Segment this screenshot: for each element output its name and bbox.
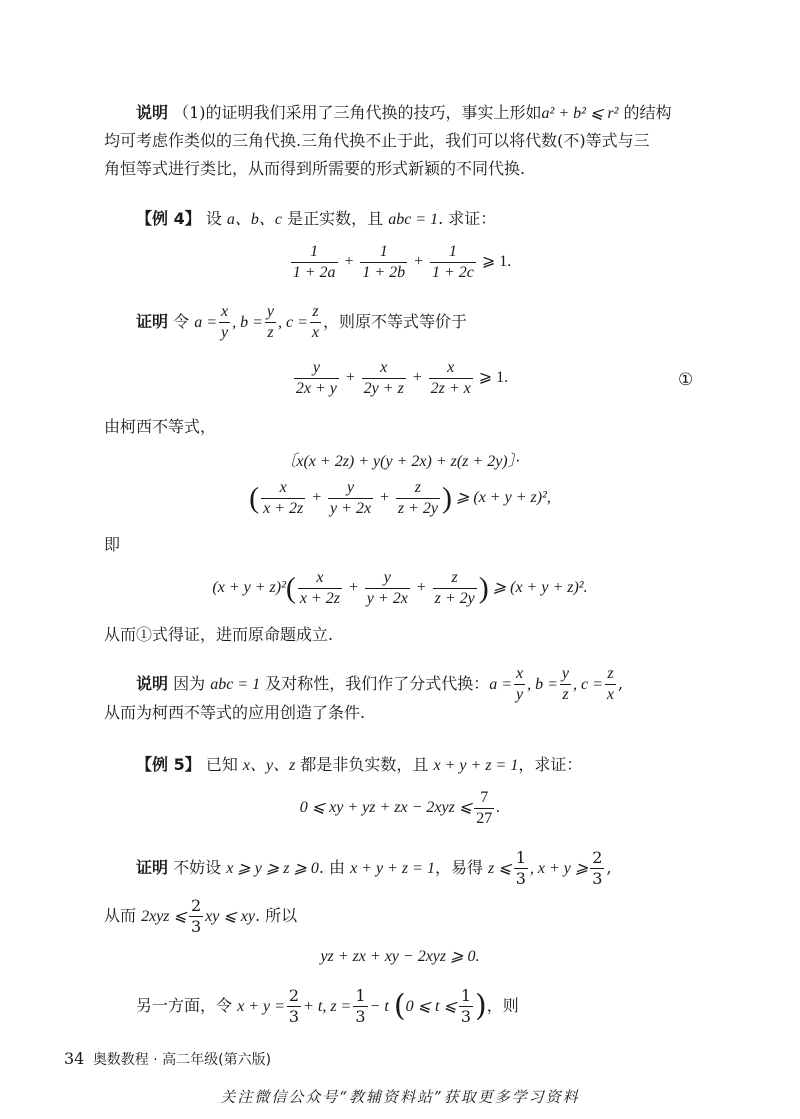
example4-text-c: . 求证： [438, 209, 497, 228]
fraction: $\frac{1}{1 + 2a}$ [292, 243, 336, 281]
proof4-conclusion: 从而①式得证，进而原命题成立. [104, 625, 334, 644]
example5-end: . [496, 799, 501, 817]
fraction: $\frac{z}{x}$ [311, 303, 320, 341]
example4-text-b: 是正实数，且 [282, 209, 389, 228]
book-title: 奥数教程 · 高二年级(第六版) [92, 1052, 272, 1068]
proof5-sum: x + y + z = 1 [350, 860, 435, 877]
fraction: $\frac{y}{z}$ [266, 303, 275, 341]
proof5-order: x ⩾ y ⩾ z ⩾ 0 [226, 860, 319, 877]
fraction: $\frac{x}{x + 2z}$ [299, 569, 340, 607]
proof5-text-b: . 由 [318, 858, 351, 877]
page-footer [64, 1049, 271, 1069]
proof5-text-a: 不妨设 [173, 858, 227, 877]
right-paren: ) [475, 988, 487, 1024]
right-paren: ) [441, 481, 452, 515]
proof5-line1 [104, 848, 696, 889]
proof4-label: 证明 [136, 312, 169, 331]
proof4-intro-b: ，则原不等式等价于 [323, 312, 468, 331]
left-paren: ( [249, 481, 260, 515]
proof5-l3-b: ，则 [486, 996, 519, 1015]
proof4-eq1: $\frac{y}{2x + y}$ + $\frac{x}{2y + z}$ + $\frac{x}{2z + x}$ ⩾ 1. [295, 359, 509, 397]
ji-lhs: (x + y + z)² [212, 579, 286, 597]
fraction: $\frac{x}{x + 2z}$ [263, 479, 304, 517]
example5-statement [104, 754, 696, 777]
fraction: $\frac{x}{2y + z}$ [363, 359, 404, 397]
fraction: $\frac{x}{y}$ [516, 665, 524, 703]
remark2-text-a: 因为 [173, 674, 211, 693]
remark1-text-1a: （1)的证明我们采用了三角代换的技巧，事实上形如 [173, 103, 542, 122]
remark2-line2: 从而为柯西不等式的应用创造了条件. [104, 703, 366, 722]
example5-vars: x、y、z [242, 757, 296, 774]
example4-label: 【例 4】 [136, 209, 201, 228]
cauchy-line1: 〔x(x + 2z) + y(y + 2x) + z(z + 2y)〕· [280, 453, 520, 470]
proof5-line2 [104, 896, 696, 937]
example5-lhs: 0 ⩽ xy + yz + zx − 2xyz ⩽ [299, 799, 473, 817]
ji-equation: (x + y + z)²( $\frac{x}{x + 2z}$ + $\frac{y}{y + 2x}$ + $\frac{z}{z + 2y}$ ) ⩾ (x + y + z)². [212, 569, 588, 607]
example4-rhs: ⩾ 1. [481, 253, 512, 271]
proof5-xy: , x + y ⩾ [529, 860, 589, 877]
remark1-label: 说明 [136, 103, 169, 122]
fraction: $\frac{1}{1 + 2b}$ [362, 243, 406, 281]
left-paren: ( [285, 571, 296, 605]
proof5-z: z ⩽ [488, 860, 512, 877]
example4-inequality: $\frac{1}{1 + 2a}$ + $\frac{1}{1 + 2b}$ + $\frac{1}{1 + 2c}$ ⩾ 1. [292, 243, 512, 281]
proof5-l3-t2: − t [369, 998, 389, 1015]
watermark-banner: 关注微信公众号“教辅资料站”获取更多学习资料 [220, 1088, 580, 1106]
example5-text-a: 已知 [205, 755, 243, 774]
example4-text-a: 设 [205, 209, 227, 228]
ji-rhs: ⩾ (x + y + z)². [492, 579, 588, 597]
eq1-rhs: ⩾ 1. [478, 369, 509, 387]
example5-text-c: ，求证： [518, 755, 583, 774]
proof4-intro-a: 令 [173, 312, 195, 331]
proof5-lower-bound: yz + zx + xy − 2xyz ⩾ 0. [320, 948, 480, 965]
left-paren: ( [393, 988, 406, 1024]
proof5-end: , [606, 858, 612, 877]
example5-inequality [104, 788, 696, 829]
proof4-intro [104, 302, 696, 343]
sub-a: a = [194, 314, 217, 331]
fraction: $\frac{7}{27}$ [476, 789, 493, 827]
fraction: $\frac{z}{z + 2y}$ [397, 479, 438, 517]
remark2-line1: 说明 因为 abc = 1 及对称性，我们作了分式代换：a = $\frac{x}{y}$ , b = $\frac{y}{z}$ , c = $\frac{z}{x}$ , [104, 664, 696, 705]
remark1-line3: 角恒等式进行类比，从而得到所需要的形式新颖的不同代换. [104, 159, 526, 178]
sub-b: , b = [527, 676, 558, 693]
example4-cond: abc = 1 [388, 211, 439, 228]
page-number: 34 [64, 1049, 85, 1068]
fraction: $\frac{z}{z + 2y}$ [434, 569, 475, 607]
right-paren: ) [478, 571, 489, 605]
sub-a: a = [489, 676, 512, 693]
cauchy-line2: ( $\frac{x}{x + 2z}$ + $\frac{y}{y + 2x}$ + $\frac{z}{z + 2y}$ ) ⩾ (x + y + z)², [249, 479, 551, 517]
fraction: $\frac{y}{y + 2x}$ [366, 569, 408, 607]
example4-statement [104, 208, 696, 231]
proof5-l2-b: . 所以 [254, 906, 298, 925]
proof5-l2-a: 从而 [104, 906, 142, 925]
proof5-l3-t: + t, z = [303, 998, 352, 1015]
fraction: $\frac{1}{3}$ [460, 986, 472, 1026]
cauchy-intro: 由柯西不等式， [104, 417, 217, 436]
fraction: $\frac{1}{3}$ [355, 986, 366, 1026]
fraction: $\frac{z}{x}$ [606, 665, 615, 703]
cauchy-rhs: ⩾ (x + y + z)², [455, 489, 551, 507]
fraction: $\frac{y}{y + 2x}$ [330, 479, 372, 517]
ji-label: 即 [104, 535, 121, 554]
proof5-l3-xy: x + y = [237, 998, 285, 1015]
fraction: $\frac{1}{1 + 2c}$ [431, 243, 474, 281]
fraction: $\frac{2}{3}$ [288, 986, 300, 1026]
proof5-l2-expr: 2xyz ⩽ [141, 908, 187, 925]
fraction: $\frac{2}{3}$ [592, 848, 603, 888]
remark1-line1 [104, 102, 696, 125]
remark2-text-b: 及对称性，我们作了分式代换： [260, 674, 490, 693]
remark2-cond: abc = 1 [210, 676, 261, 693]
fraction: $\frac{x}{y}$ [221, 303, 229, 341]
sub-c: , c = [573, 676, 603, 693]
proof5-l3-range: 0 ⩽ t ⩽ [405, 998, 457, 1015]
sub-b: , b = [232, 314, 263, 331]
remark1-line2: 均可考虑作类似的三角代换.三角代换不止于此，我们可以将代数(不)等式与三 [104, 131, 650, 150]
proof5-label: 证明 [136, 858, 169, 877]
fraction: $\frac{y}{2x + y}$ [295, 359, 337, 397]
proof5-l3-a: 另一方面，令 [136, 996, 238, 1015]
sub-c: , c = [278, 314, 308, 331]
proof5-l2-tail: xy ⩽ xy [205, 908, 255, 925]
fraction: $\frac{2}{3}$ [190, 896, 202, 936]
example5-text-b: 都是非负实数，且 [295, 755, 434, 774]
remark2-label: 说明 [136, 674, 169, 693]
fraction: $\frac{1}{3}$ [515, 848, 526, 888]
proof5-text-c: ，易得 [434, 858, 489, 877]
remark1-expr: a² + b² ⩽ r² [541, 105, 619, 122]
proof5-line3 [104, 986, 696, 1027]
example5-label: 【例 5】 [136, 755, 201, 774]
example5-cond: x + y + z = 1 [433, 757, 519, 774]
fraction: $\frac{x}{2z + x}$ [430, 359, 471, 397]
equation-tag: ① [678, 370, 694, 390]
example4-vars: a、b、c [226, 211, 283, 228]
remark1-text-1b: 的结构 [618, 103, 672, 122]
fraction: $\frac{y}{z}$ [561, 665, 570, 703]
